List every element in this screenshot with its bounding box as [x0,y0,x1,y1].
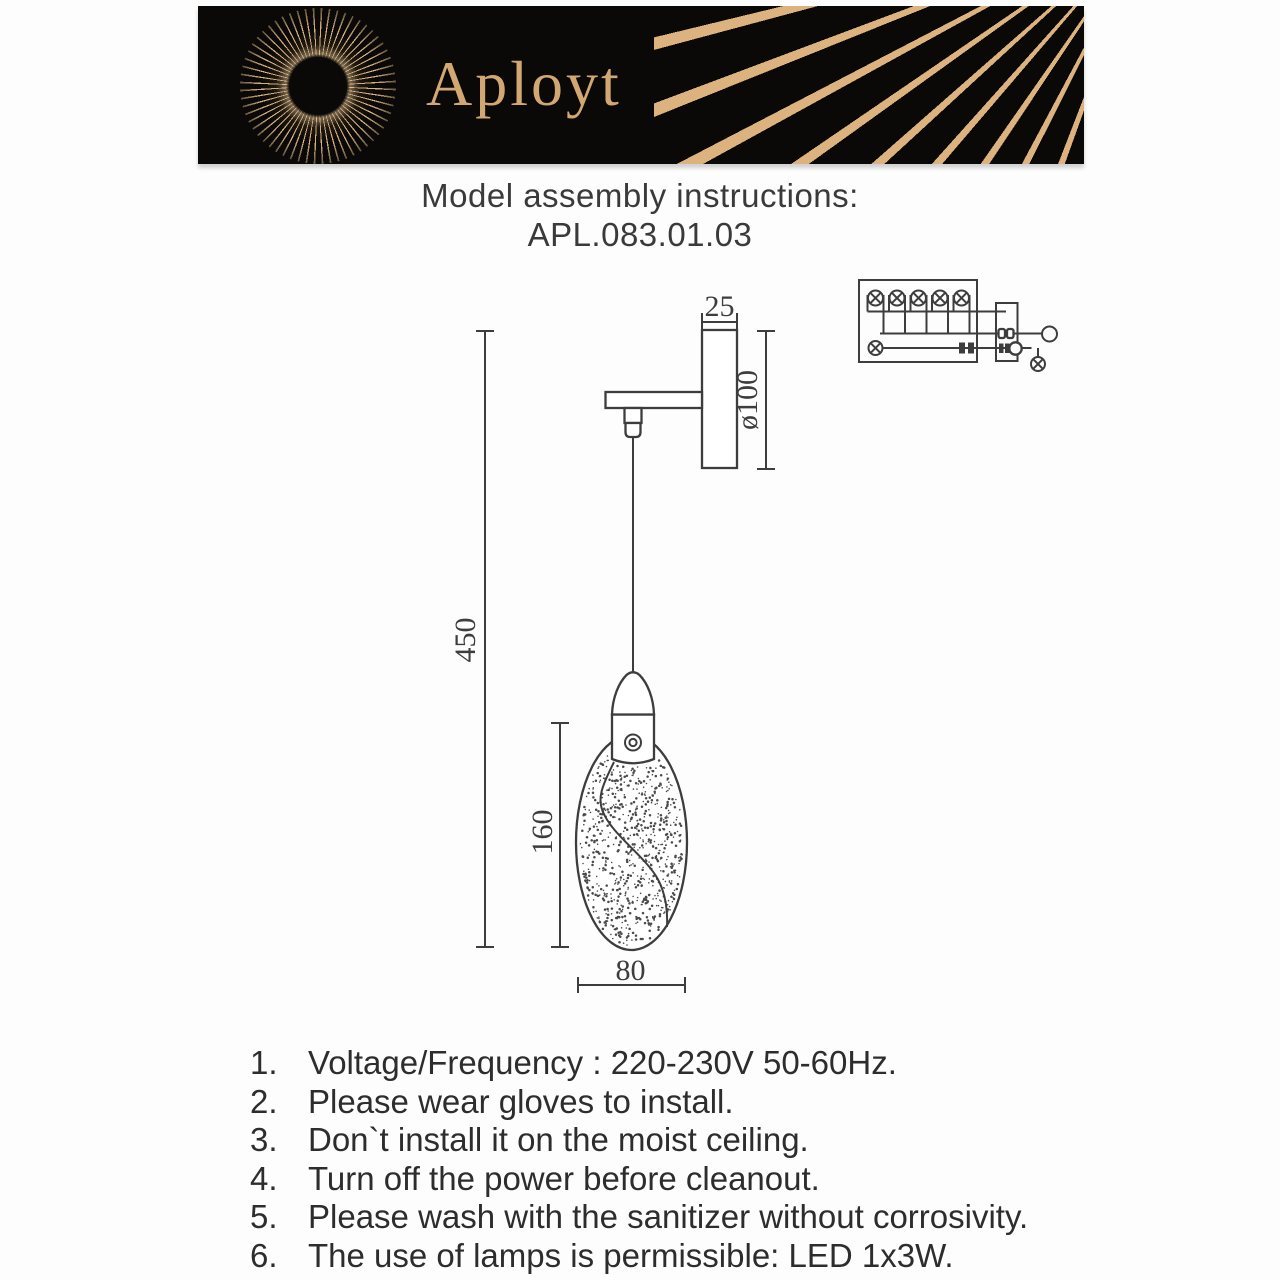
wall-bracket [606,330,738,468]
list-item: 1. Voltage/Frequency : 220-230V 50-60Hz. [250,1044,897,1081]
list-item: 2. Please wear gloves to install. [250,1082,734,1120]
technical-drawing [430,260,1090,1000]
corner-rays-decoration-icon [654,6,1084,164]
wiring-diagram [859,280,1057,371]
svg-text:ø100: ø100 [730,370,764,430]
dimension-160 [526,723,569,947]
svg-text:25: 25 [704,290,735,323]
list-item: 3. Don`t install it on the moist ceiling. [250,1121,809,1159]
model-number: APL.083.01.03 [527,216,753,253]
list-item: 4. Turn off the power before cleanout. [250,1159,820,1197]
instructions-list [250,1044,1180,1276]
lamp-symbol-icon [869,341,883,355]
dimension-25 [702,290,737,330]
page-title: Model assembly instructions: [421,177,859,214]
svg-text:80: 80 [615,954,646,987]
terminal-circle-icon [1042,327,1057,342]
list-item: 6. The use of lamps is permissible: LED 1x3W. [250,1236,954,1274]
dimension-80 [578,954,685,993]
brand-banner [198,6,1084,164]
starburst-logo-icon [240,8,396,164]
svg-text:450: 450 [448,617,482,663]
socket-cone [612,672,654,714]
brand-name: Aployt [426,48,622,119]
dimension-450 [449,331,494,947]
list-item: 5. Please wash with the sanitizer without corrosivity. [250,1198,1029,1236]
lamp-shade [576,672,687,950]
svg-text:160: 160 [525,809,559,855]
title-block [0,176,1280,254]
lamp-symbol-icon [1031,357,1045,371]
